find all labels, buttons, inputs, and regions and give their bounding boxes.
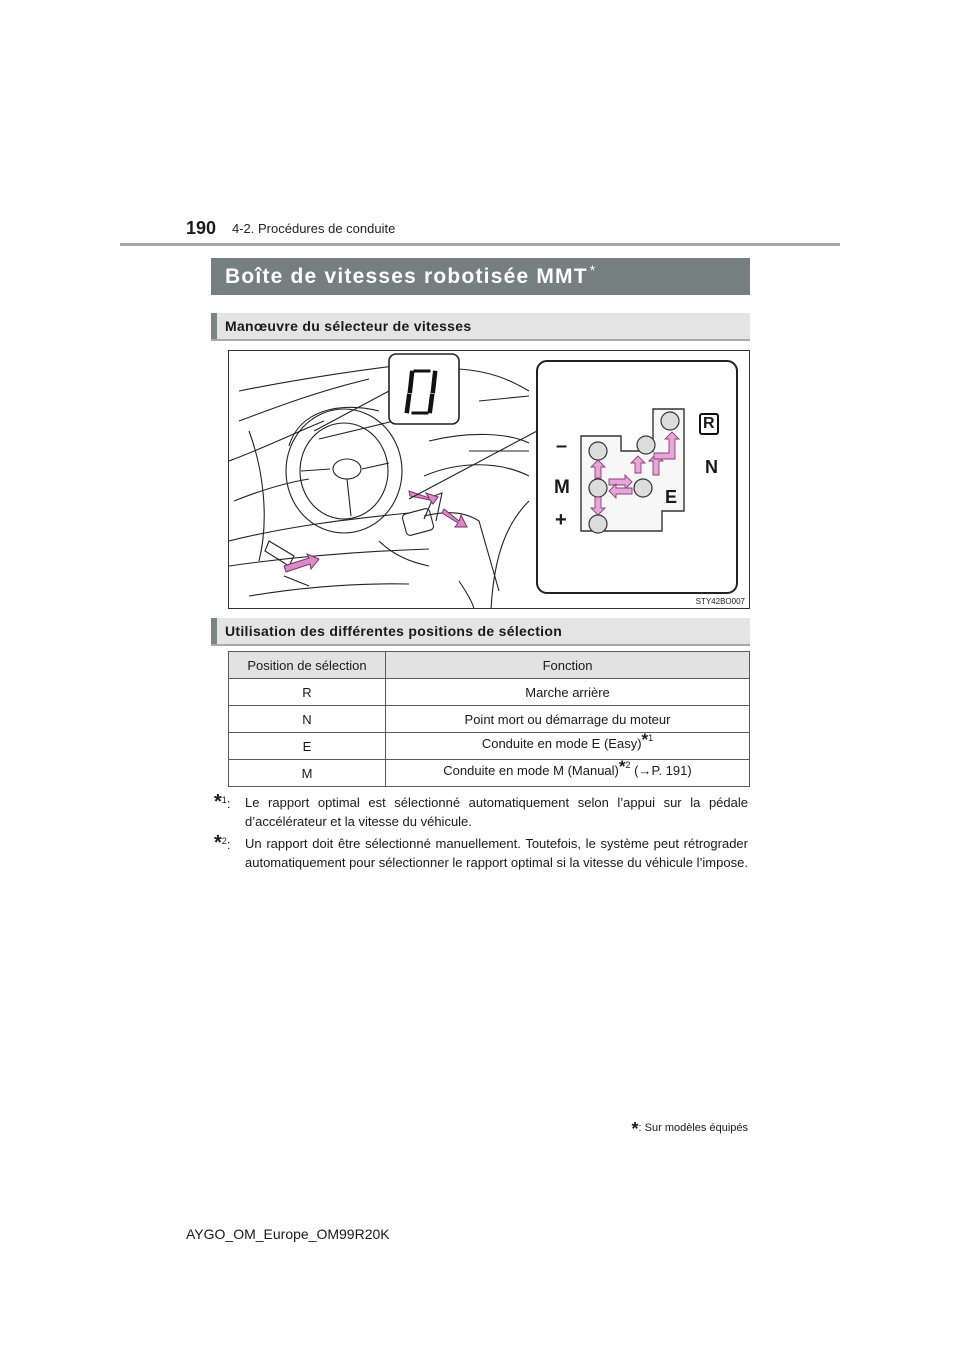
table-header-row xyxy=(229,652,750,679)
footnote-asterisk: * xyxy=(618,757,626,776)
positions-table xyxy=(228,651,750,787)
footnote-text: Le rapport optimal est sélectionné automatiquement selon l’appui sur la pédale d’accélérateur et la vitesse du véhicule. xyxy=(245,795,748,829)
table-row xyxy=(229,706,750,733)
gate-label-r: R xyxy=(699,413,719,435)
equipped-marker: * xyxy=(589,262,597,278)
footnote-ref: 2 xyxy=(625,760,631,770)
page-number: 190 xyxy=(186,218,217,238)
car-interior-drawing xyxy=(229,363,529,609)
footnote-ref: 1 xyxy=(648,733,654,743)
column-header-position: Position de sélection xyxy=(229,652,386,679)
table-row xyxy=(229,733,750,760)
footnote-asterisk: * xyxy=(641,730,649,749)
function-text: Conduite en mode M (Manual) xyxy=(443,763,619,778)
footnote-1 xyxy=(214,793,748,831)
header-rule xyxy=(120,243,840,246)
position-cell: R xyxy=(229,679,386,706)
figure-code: STY42BO007 xyxy=(695,597,745,606)
page-title xyxy=(211,258,750,295)
page-title-text: Boîte de vitesses robotisée MMT xyxy=(225,265,588,288)
shift-lever-illustration xyxy=(228,350,750,609)
section-reference: 4-2. Procédures de conduite xyxy=(232,221,396,236)
position-cell: N xyxy=(229,706,386,733)
footnote-text: Un rapport doit être sélectionné manuellement. Toutefois, le système peut rétrograder automatiquement pour sélectionner le rapport optimal si la vitesse du véhicule l’impose. xyxy=(245,836,748,870)
gate-label-n: N xyxy=(705,457,718,477)
position-cell: E xyxy=(229,733,386,760)
equipped-note: *: Sur modèles équipés xyxy=(631,1119,748,1139)
page-reference-link[interactable]: (→P. 191) xyxy=(630,763,692,778)
function-text: Conduite en mode E (Easy) xyxy=(481,736,642,751)
function-cell xyxy=(386,730,750,760)
section-heading-shift-lever: Manœuvre du sélecteur de vitesses xyxy=(211,313,750,339)
position-cell: M xyxy=(229,760,386,787)
footnote-2 xyxy=(214,834,748,872)
column-header-function: Fonction xyxy=(386,652,750,679)
gate-label-e: E xyxy=(665,487,678,507)
document-id: AYGO_OM_Europe_OM99R20K xyxy=(186,1226,390,1242)
function-cell: Point mort ou démarrage du moteur xyxy=(386,706,750,733)
gate-label-minus: – xyxy=(556,435,568,457)
footnote-mark: *$^1$: xyxy=(214,791,231,813)
table-row xyxy=(229,679,750,706)
section-heading-positions: Utilisation des différentes positions de sélection xyxy=(211,618,750,644)
gate-label-plus: + xyxy=(555,509,567,531)
function-cell: Marche arrière xyxy=(386,679,750,706)
gate-label-m: M xyxy=(554,477,570,498)
table-row xyxy=(229,760,750,787)
footnote-mark: *$^2$: xyxy=(214,832,231,854)
function-cell xyxy=(386,757,750,787)
